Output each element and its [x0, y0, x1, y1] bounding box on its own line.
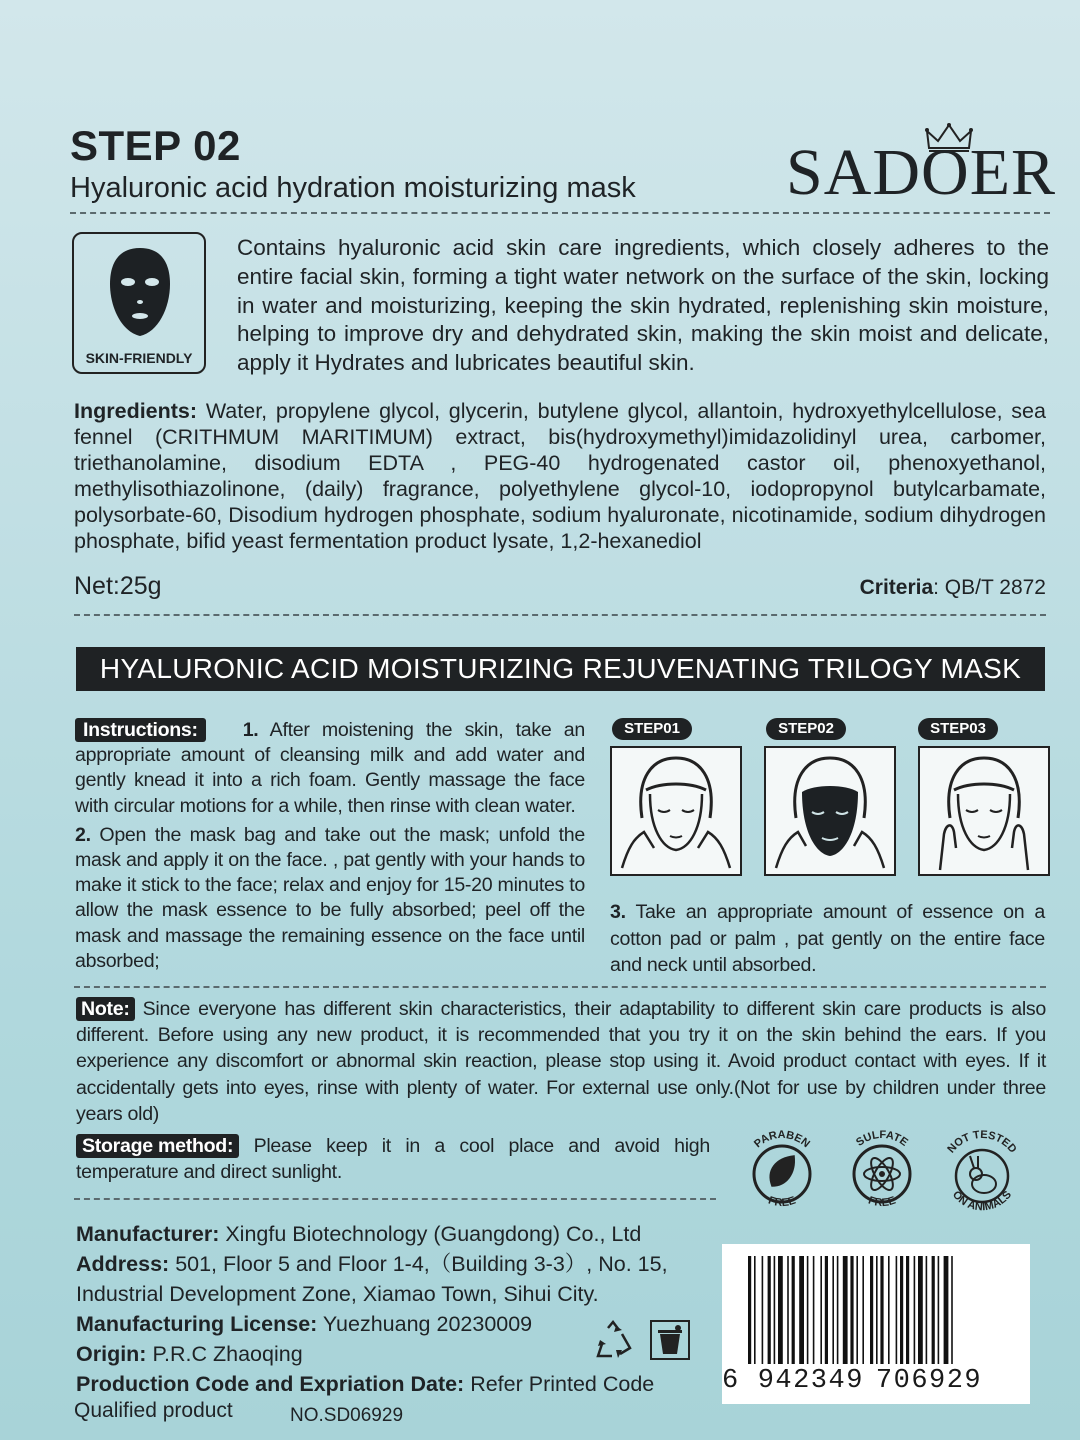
divider — [74, 986, 1046, 988]
storage-label: Storage method: — [76, 1134, 239, 1158]
step2-text: Open the mask bag and take out the mask; unfold the mask and apply it on the face. , pat gently with your hands to make it stick to the face; relax and enjoy for 15-20 minutes to allow the mask essence to be fully absorbed; peel off the mask and massage the remaining essence on the face until absorbed; — [75, 823, 585, 972]
code-label: Production Code and Expriation Date: — [76, 1372, 465, 1396]
svg-text:NOT TESTED — [945, 1129, 1018, 1156]
sulfate-label: SULFATE — [854, 1128, 910, 1149]
storage-text: Please keep it in a cool place and avoid high temperature and direct sunlight. — [76, 1135, 710, 1184]
trash-bin-icon — [650, 1320, 690, 1360]
barcode-first-digit: 6 — [722, 1366, 740, 1396]
note-label: Note: — [76, 997, 135, 1021]
address-label: Address: — [76, 1252, 170, 1276]
step2-number: 2. — [75, 823, 91, 846]
step03-badge: STEP03 — [918, 718, 998, 740]
rabbit-icon — [970, 1156, 996, 1193]
manufacturer-value: Xingfu Biotechnology (Guangdong) Co., Ltd — [225, 1222, 642, 1246]
origin-label: Origin: — [76, 1342, 147, 1366]
code-value: Refer Printed Code — [470, 1372, 655, 1396]
license-label: Manufacturing License: — [76, 1312, 318, 1336]
not-tested-on-animals-badge — [936, 1122, 1028, 1218]
divider — [74, 1198, 716, 1200]
divider — [74, 614, 1046, 616]
recycle-icon — [592, 1320, 634, 1360]
essence-face-icon — [920, 748, 1048, 874]
leaf-icon — [770, 1156, 794, 1186]
face-mask-icon — [104, 246, 176, 340]
step03-illustration — [918, 746, 1050, 876]
address-value: 501, Floor 5 and Floor 1-4,（Building 3-3）, No. 15, Industrial Development Zone, Xiamao Town, Sihui City. — [76, 1252, 668, 1306]
barcode-right-digits: 706929 — [875, 1366, 983, 1396]
product-number: NO.SD06929 — [290, 1405, 404, 1426]
manufacturer-block — [76, 1219, 716, 1399]
step01-badge: STEP01 — [612, 718, 692, 740]
origin-value: P.R.C Zhaoqing — [152, 1342, 303, 1366]
paraben-label: PARABEN — [751, 1128, 812, 1151]
product-subtitle: Hyaluronic acid hydration moisturizing mask — [70, 172, 636, 204]
skin-friendly-label: SKIN-FRIENDLY — [85, 350, 193, 366]
step02-badge: STEP02 — [766, 718, 846, 740]
divider — [70, 212, 1050, 214]
note-block — [76, 996, 1046, 1127]
not-tested-label: NOT TESTED — [945, 1128, 1019, 1156]
instructions-block — [75, 718, 585, 974]
step01-illustration — [610, 746, 742, 876]
product-description: Contains hyaluronic acid skin care ingredients, which closely adheres to the entire facial skin, forming a tight water network on the surface of the skin, locking in water and moisturizing, keeping the skin hydrated, replenishing skin moisture, helping to improve dry and dehydrated skin, making the skin moist and delicate, apply it Hydrates and lubricates beautiful skin. — [237, 235, 1049, 376]
criteria-value: : QB/T 2872 — [933, 576, 1046, 599]
ingredients-label: Ingredients: — [74, 399, 198, 423]
storage-block — [76, 1133, 710, 1185]
criteria — [860, 576, 1046, 600]
manufacturer-label: Manufacturer: — [76, 1222, 220, 1246]
step1-text: After moistening the skin, take an appropriate amount of cleansing milk and add water and gently knead it into a rich foam. Gently massage the face with circular motions for a while, then rinse with clean water. — [75, 719, 585, 817]
step-title: STEP 02 — [70, 122, 241, 169]
qualified-product: Qualified product — [74, 1399, 233, 1422]
step3-text: Take an appropriate amount of essence on a cotton pad or palm , pat gently on the entire face and neck until absorbed. — [610, 901, 1045, 976]
step3-number: 3. — [610, 901, 626, 923]
net-weight: Net:25g — [74, 572, 162, 600]
sulfate-free-label: FREE — [866, 1194, 898, 1210]
mask-face-icon — [766, 748, 894, 874]
sulfate-free-badge — [836, 1122, 928, 1218]
criteria-label: Criteria — [859, 576, 934, 599]
ingredients-text: Water, propylene glycol, glycerin, butylene glycol, allantoin, hydroxyethylcellulose, sea fennel (CRITHMUM MARITIMUM) extract, bis(hydroxymethyl)imidazolidinyl urea, carbomer, triethanolamine, disodium EDTA , PEG-40 hydrogenated castor oil, phenoxyethanol, methylisothiazolinone, (daily) fragrance, polyethylene glycol-10, iodopropynol butylcarbamate, polysorbate-60, Disodium hydrogen phosphate, sodium hyaluronate, nicotinamide, sodium dihydrogen phosphate, bifid yeast fermentation product lysate, 1,2-hexanediol — [74, 399, 1046, 553]
paraben-free-badge — [736, 1122, 828, 1218]
cleansing-face-icon — [612, 748, 740, 874]
brand-logo: SADOER — [786, 136, 1057, 209]
trilogy-banner: HYALURONIC ACID MOISTURIZING REJUVENATING TRILOGY MASK — [76, 647, 1045, 691]
ingredients-block — [74, 398, 1046, 554]
svg-text:FREE — [767, 1195, 798, 1210]
svg-text:FREE — [867, 1195, 898, 1210]
on-animals-label: ON ANIMALS — [949, 1188, 1015, 1214]
barcode-number — [722, 1366, 982, 1396]
barcode-bars — [722, 1244, 1030, 1364]
license-value: Yuezhuang 20230009 — [322, 1312, 533, 1336]
instructions-label: Instructions: — [75, 718, 206, 742]
barcode-left-digits: 942349 — [757, 1366, 864, 1396]
paraben-free-label: FREE — [766, 1194, 798, 1210]
skin-friendly-badge — [72, 232, 206, 374]
step3-block — [610, 899, 1045, 979]
step02-illustration — [764, 746, 896, 876]
step1-number: 1. — [242, 719, 259, 741]
note-text: Since everyone has different skin characteristics, their adaptability to different skin care products is also different. Before using any new product, it is recommended that you try it on the skin behind the ears. If you experience any discomfort or abnormal skin reaction, please stop using it. Avoid product contact with eyes. If it accidentally gets into eyes, rinse with plenty of water. For external use only.(Not for use by children under three years old) — [76, 998, 1046, 1125]
